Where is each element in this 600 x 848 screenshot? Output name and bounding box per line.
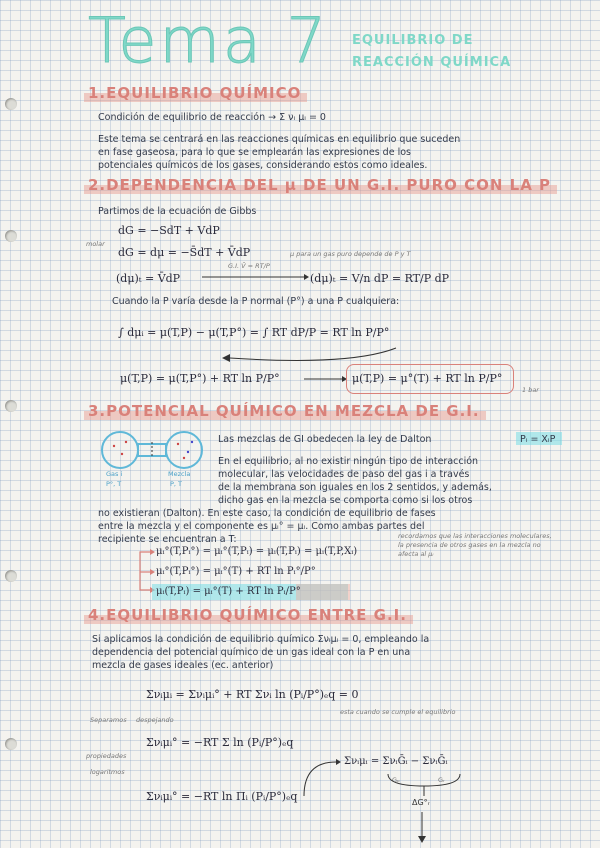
s3-line4: dicho gas en la mezcla se comporta como si los otros bbox=[218, 495, 473, 506]
s3-note3: afecta al μᵢ bbox=[398, 550, 434, 558]
section2-heading bbox=[88, 176, 551, 194]
eq-gibbs-molar: dG = dμ = −S̄dT + V̄dP bbox=[118, 246, 251, 259]
page-title: Tema 7 bbox=[88, 4, 330, 77]
result-highlight-pink bbox=[296, 584, 350, 600]
s4-line1: Si aplicamos la condición de equilibrio químico Σνᵢμᵢ = 0, empleando la bbox=[92, 634, 430, 645]
section1-heading bbox=[88, 84, 301, 102]
arrow-to-result bbox=[302, 374, 348, 384]
section3-heading-text: 3.POTENCIAL QUÍMICO EN MEZCLA DE G.I. bbox=[88, 402, 480, 420]
eq-result-left: μ(T,P) = μ(T,P°) + RT ln P/P° bbox=[120, 372, 280, 385]
section4-heading bbox=[88, 606, 407, 624]
s3-line1: En el equilibrio, al no existir ningún tipo de interacción bbox=[218, 456, 479, 467]
s3-line2: molecular, las velocidades de paso del gas i a través bbox=[218, 469, 470, 480]
s3-line3: de la membrana son iguales en los 2 sentidos, y además, bbox=[218, 482, 492, 493]
eq-dmu-T: (dμ)ₜ = V̄dP bbox=[116, 272, 181, 285]
eq-mix-c: μᵢ(T,Pᵢ) = μᵢ°(T) + RT ln Pᵢ/P° bbox=[156, 586, 301, 597]
eq-product: Σνᵢμᵢ° = −RT ln Πᵢ (Pᵢ/P°)ₑq bbox=[146, 790, 298, 803]
label-logs: logaritmos bbox=[90, 768, 125, 776]
s1-line2: en fase gaseosa, para lo que se emplearán las expresiones de los bbox=[98, 147, 411, 158]
eq-result-box: μ(T,P) = μ°(T) + RT ln P/P° bbox=[352, 372, 503, 385]
s2-intro: Partimos de la ecuación de Gibbs bbox=[98, 206, 257, 217]
s3-line7: recipiente se encuentran a T: bbox=[98, 534, 237, 545]
note-mu-dependence: μ para un gas puro depende de P y T bbox=[290, 250, 411, 258]
s2-change-text: Cuando la P varía desde la P normal (P°) a una P cualquiera: bbox=[112, 296, 400, 307]
s4-line3: mezcla de gases ideales (ec. anterior) bbox=[92, 660, 274, 671]
membrane-diagram bbox=[100, 428, 204, 472]
s3-dalton-formula: Pᵢ = XᵢP bbox=[520, 434, 556, 445]
binder-hole bbox=[5, 570, 17, 582]
eq-equilibrium: Σνᵢμᵢ = Σνᵢμᵢ° + RT Σνᵢ ln (Pᵢ/P°)ₑq = 0 bbox=[146, 688, 359, 701]
arrow-to-right-eq bbox=[300, 756, 344, 800]
label-delta-g: ΔG°ᵣ bbox=[412, 798, 430, 807]
binder-hole bbox=[5, 400, 17, 412]
label-mixture: Mezcla bbox=[168, 470, 191, 478]
eq-right-sum: Σνᵢμᵢ = ΣνᵢḠᵢ − ΣνᵢḠᵢ bbox=[344, 756, 448, 767]
subtitle-line2: REACCIÓN QUÍMICA bbox=[352, 55, 512, 70]
label-gas-i-cond: P°, T bbox=[106, 480, 122, 488]
s3-note1: recordamos que las interacciones moleculares, bbox=[398, 532, 552, 540]
eq-standard-sum: Σνᵢμᵢ° = −RT Σ ln (Pᵢ/P°)ₑq bbox=[146, 736, 294, 749]
binder-hole bbox=[5, 738, 17, 750]
label-gas-i: Gas i bbox=[106, 470, 123, 478]
eq-condition: Condición de equilibrio de reacción → Σ νᵢ μᵢ = 0 bbox=[98, 112, 326, 123]
eq-mix-a: μᵢ°(T,Pᵢ°) = μᵢ°(T,Pᵢ) = μᵢ(T,Pᵢ) = μᵢ(T,P,Xᵢ) bbox=[156, 546, 358, 557]
s4-line2: dependencia del potencial químico de un gas ideal con la P en una bbox=[92, 647, 411, 658]
binder-hole bbox=[5, 230, 17, 242]
eq-gibbs: dG = −SdT + VdP bbox=[118, 224, 220, 237]
label-mixture-cond: P, T bbox=[170, 480, 183, 488]
s1-line1: Este tema se centrará en las reacciones químicas en equilibrio que suceden bbox=[98, 134, 461, 145]
label-properties: propiedades bbox=[86, 752, 127, 760]
arrow-down bbox=[416, 812, 428, 844]
label-gr: Gᵣ bbox=[438, 776, 445, 784]
s3-line5: no existieran (Dalton). En este caso, la condición de equilibrio de fases bbox=[98, 508, 436, 519]
s1-line3: potenciales químicos de los gases, considerando estos como ideales. bbox=[98, 160, 428, 171]
arrow-substitution bbox=[200, 272, 310, 282]
label-separate: Separamos bbox=[90, 716, 127, 724]
label-gi-substitution: G.I. V̄ = RT/P bbox=[228, 262, 270, 270]
note-1bar: 1 bar bbox=[522, 386, 539, 394]
eq-mix-b: μᵢ°(T,Pᵢ°) = μᵢ°(T) + RT ln Pᵢ°/P° bbox=[156, 566, 316, 577]
eq-integral: ∫ dμᵢ = μ(T,P) − μ(T,P°) = ∫ RT dP/P = RT ln P/P° bbox=[118, 326, 390, 339]
label-gp: Gₚ bbox=[392, 776, 400, 784]
s3-line6: entre la mezcla y el componente es μᵢ° = μᵢ. Como ambas partes del bbox=[98, 521, 425, 532]
label-clear: despejando bbox=[136, 716, 174, 724]
subtitle-line1: EQUILIBRIO DE bbox=[352, 33, 474, 48]
s3-dalton: Las mezclas de GI obedecen la ley de Dalton bbox=[218, 434, 432, 445]
note-equilibrium: esta cuando se cumple el equilibrio bbox=[340, 708, 456, 716]
section3-heading bbox=[88, 402, 480, 420]
eq-dmu-gi: (dμ)ₜ = V/n dP = RT/P dP bbox=[310, 272, 450, 285]
page-subtitle bbox=[352, 30, 511, 74]
binder-hole bbox=[5, 98, 17, 110]
s3-note2: la presencia de otros gases en la mezcla no bbox=[398, 541, 541, 549]
section1-heading-text: 1.EQUILIBRIO QUÍMICO bbox=[88, 84, 302, 102]
label-molar: molar bbox=[86, 240, 105, 248]
section2-heading-text: 2.DEPENDENCIA DEL μ DE UN G.I. PURO CON LA P bbox=[88, 176, 552, 194]
section4-heading-text: 4.EQUILIBRIO QUÍMICO ENTRE G.I. bbox=[88, 606, 407, 624]
